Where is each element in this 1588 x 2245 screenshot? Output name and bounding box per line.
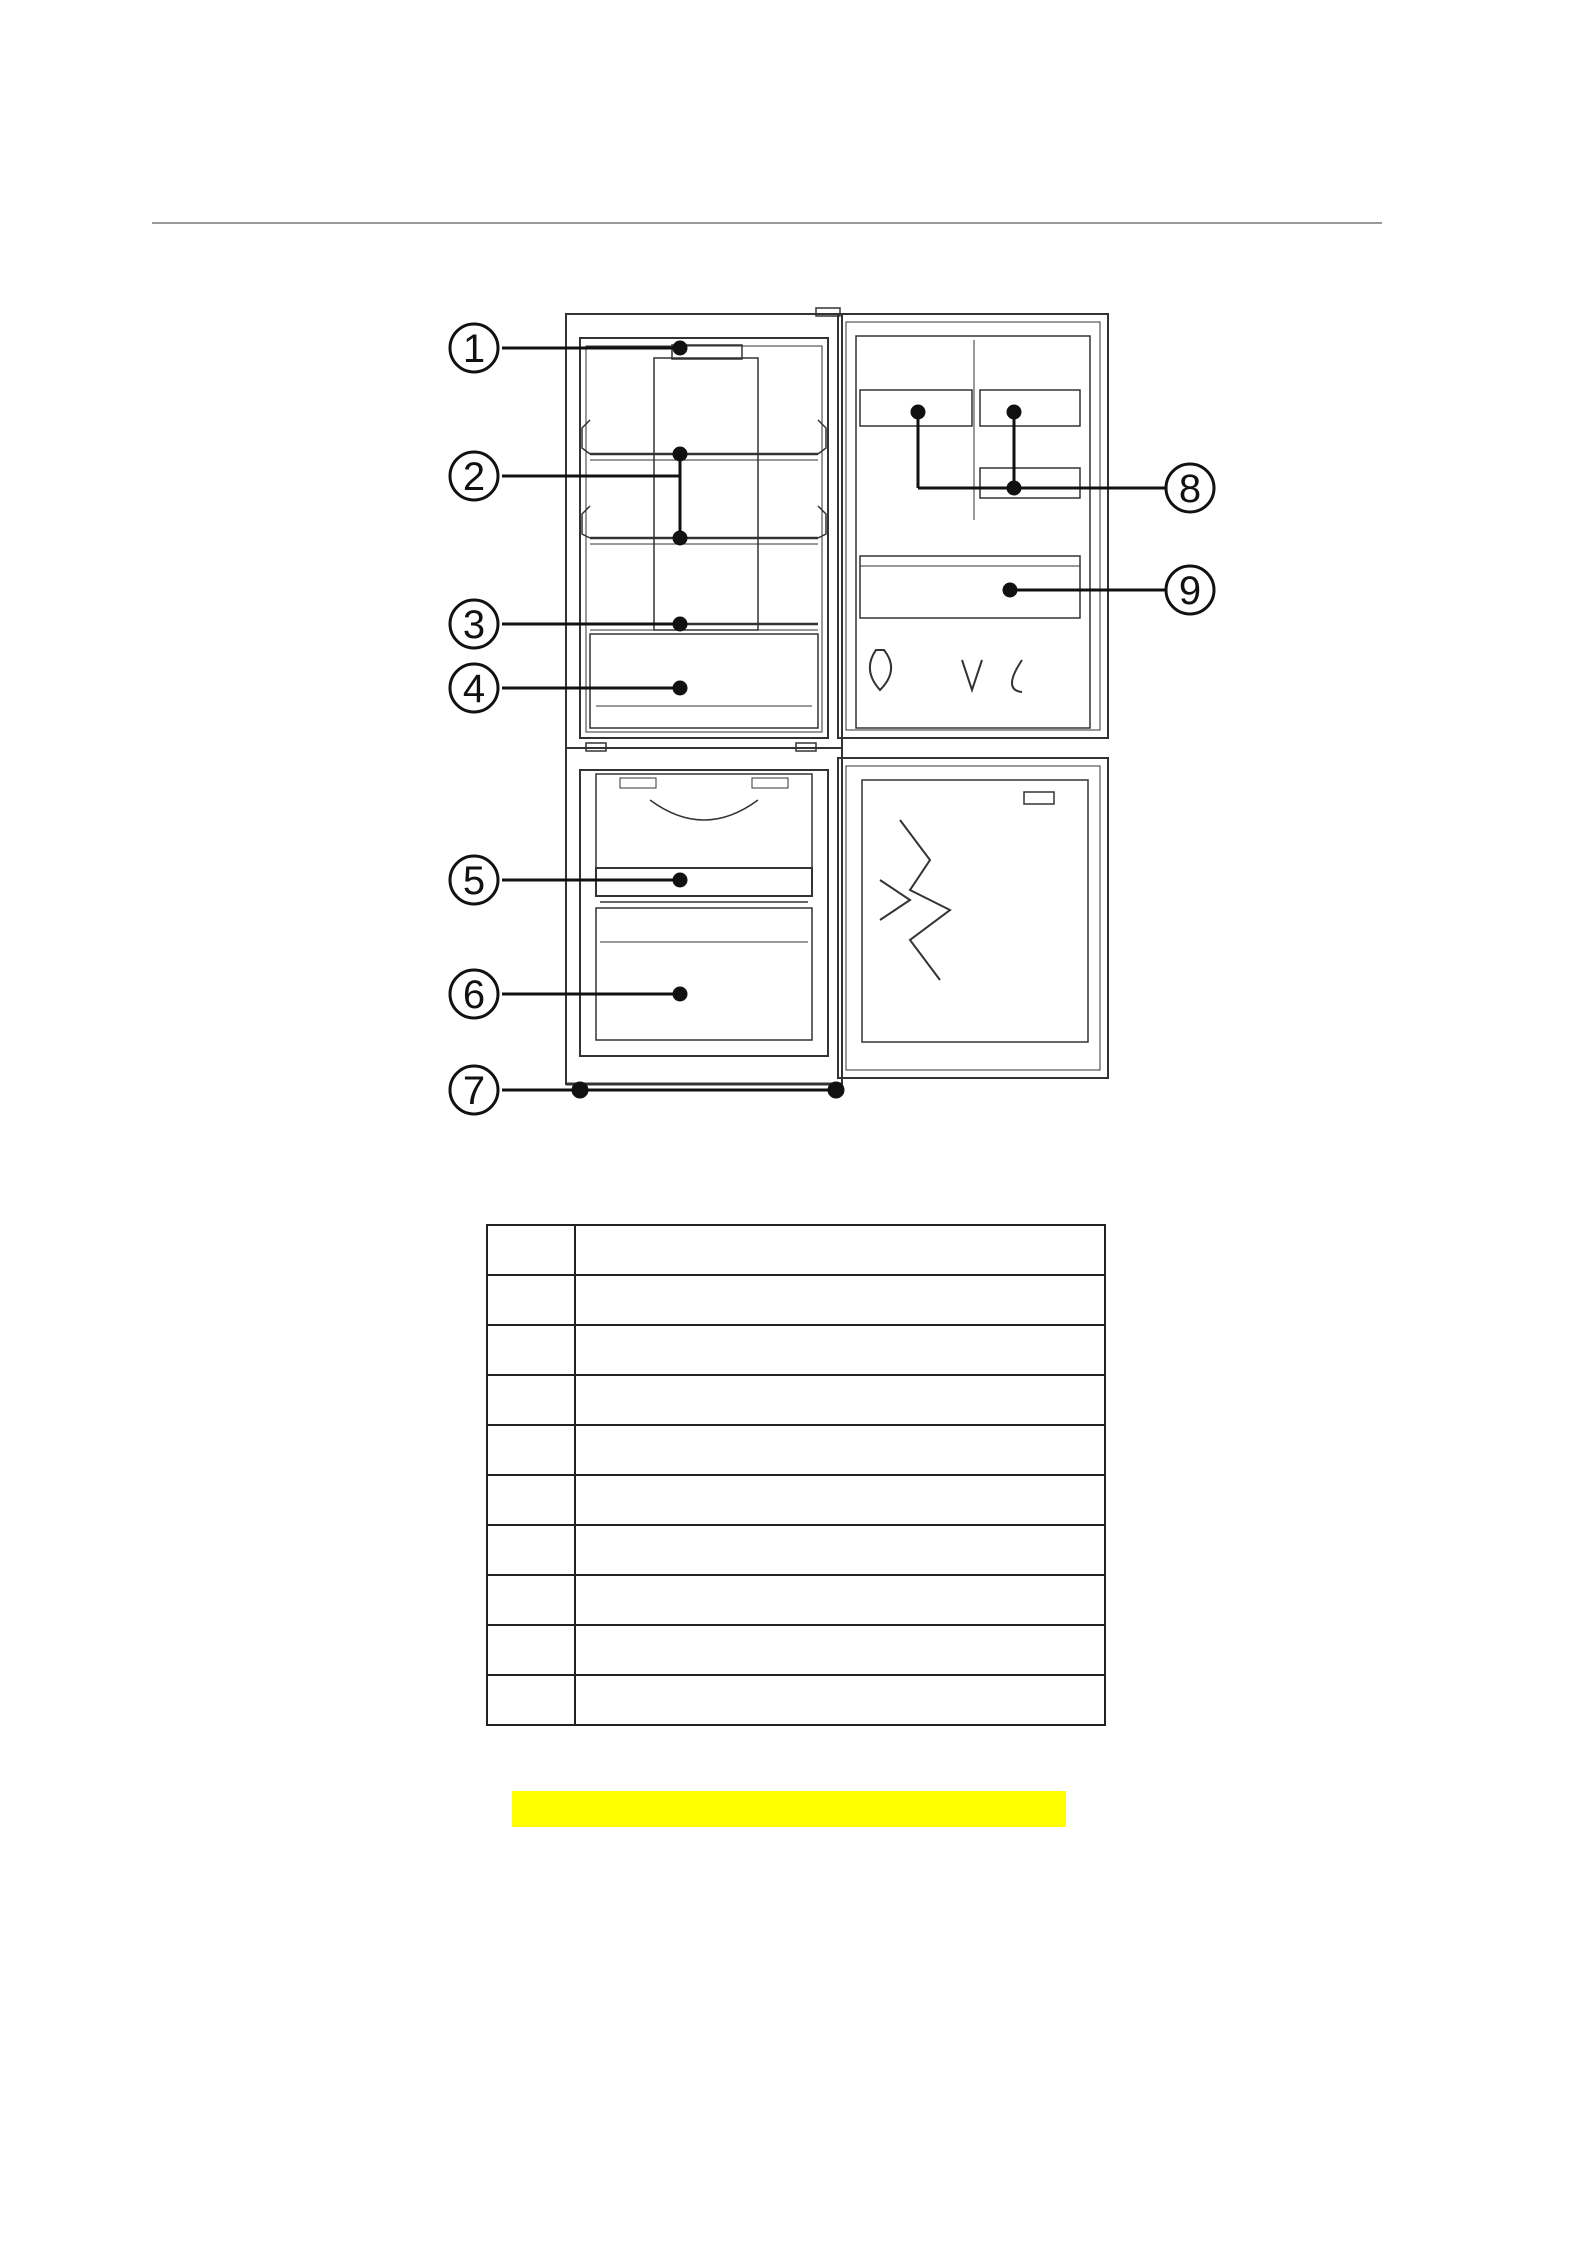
highlight-bar [512,1791,1066,1827]
door-balcony-right-lower [980,468,1080,498]
table-row [487,1425,1105,1475]
table-row [487,1525,1105,1575]
fridge-back-panel [654,358,758,630]
table-row [487,1375,1105,1425]
freezer-lower-drawer [596,908,812,1040]
parts-table [486,1224,1106,1726]
freezer-door [838,758,1108,1078]
table-row [487,1475,1105,1525]
table-row [487,1575,1105,1625]
callout-label-1: 1 [462,327,486,371]
callout-label-4: 4 [462,667,486,711]
door-balcony-right [980,390,1080,426]
table-row [487,1675,1105,1725]
crisper-drawer [590,634,818,728]
table-row [487,1325,1105,1375]
callout-label-9: 9 [1178,569,1202,613]
callout-label-3: 3 [462,603,486,647]
bottle-balcony [860,556,1080,618]
callout-label-7: 7 [462,1069,486,1113]
callout-label-6: 6 [462,973,486,1017]
callout-label-5: 5 [462,859,486,903]
callout-label-2: 2 [462,455,486,499]
freezer-upper-drawer [596,868,812,896]
cabinet-outline [566,314,842,1084]
fridge-door [838,314,1108,738]
snowflake-decal [880,820,950,980]
callout-label-8: 8 [1178,467,1202,511]
table-row [487,1275,1105,1325]
table-row [487,1225,1105,1275]
freezer-compartment [580,770,828,1056]
table-row [487,1625,1105,1675]
